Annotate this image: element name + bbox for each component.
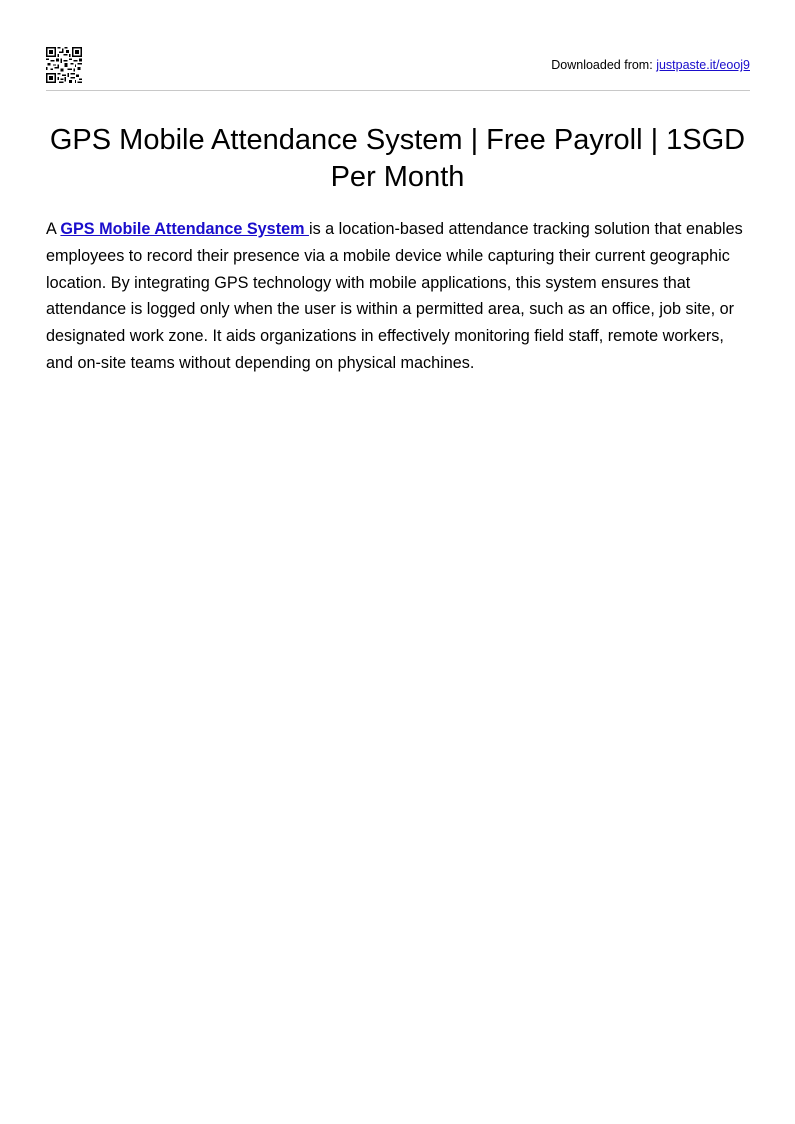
downloaded-from-label: Downloaded from: (551, 58, 653, 72)
page-header (46, 46, 750, 91)
paragraph-lead: A (46, 220, 61, 238)
download-source (551, 58, 750, 73)
page-title: GPS Mobile Attendance System | Free Payroll | 1SGD Per Month (49, 124, 746, 193)
body-paragraph (46, 216, 752, 377)
gps-attendance-link[interactable]: GPS Mobile Attendance System (60, 220, 309, 238)
qr-code-icon (46, 47, 82, 83)
source-link[interactable]: justpaste.it/eooj9 (656, 58, 750, 72)
paragraph-rest: is a location-based attendance tracking solution that enables employees to record their presence via a mobile device while capturing their current geographic location. By integrating GPS technology with mobile applications, this system ensures that attendance is logged only when the user is within a permitted area, such as an office, job site, or designated work zone. It aids organizations in effectively monitoring field staff, remote workers, and on-site teams without depending on physical machines. (46, 220, 743, 372)
